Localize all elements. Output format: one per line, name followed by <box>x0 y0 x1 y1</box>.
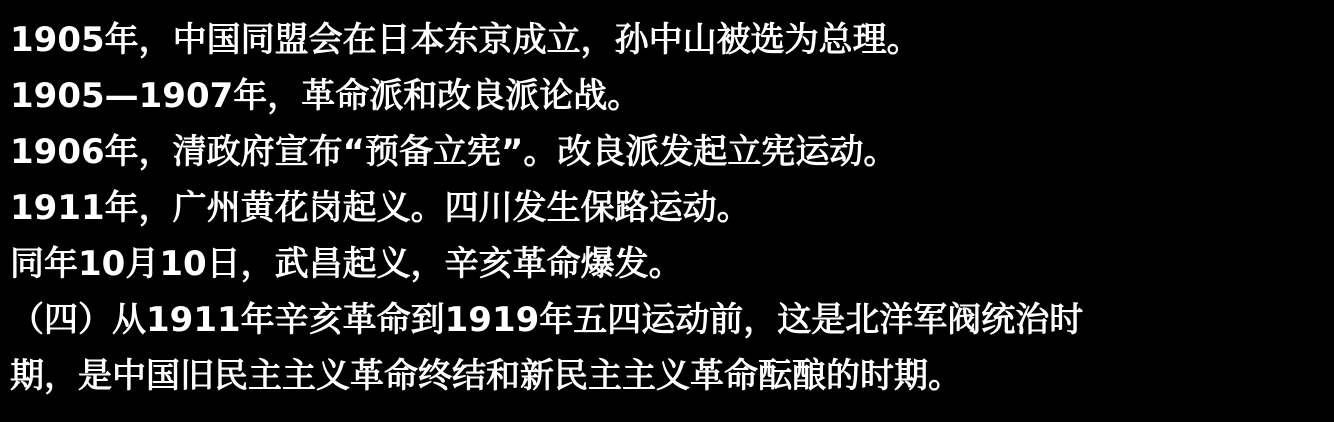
text-line-6: （四）从1911年辛亥革命到1919年五四运动前，这是北洋军阀统治时 <box>10 300 1084 340</box>
text-line-5: 同年10月10日，武昌起义，辛亥革命爆发。 <box>10 244 683 284</box>
text-line-7: 期，是中国旧民主主义革命终结和新民主主义革命酝酿的时期。 <box>10 356 962 396</box>
text-line-4: 1911年，广州黄花岗起义。四川发生保路运动。 <box>10 188 751 228</box>
text-line-1: 1905年，中国同盟会在日本东京成立，孙中山被选为总理。 <box>10 20 921 60</box>
text-line-3: 1906年，清政府宣布“预备立宪”。改良派发起立宪运动。 <box>10 132 898 172</box>
text-line-2: 1905—1907年，革命派和改良派论战。 <box>10 76 642 116</box>
text-block <box>10 12 1328 404</box>
